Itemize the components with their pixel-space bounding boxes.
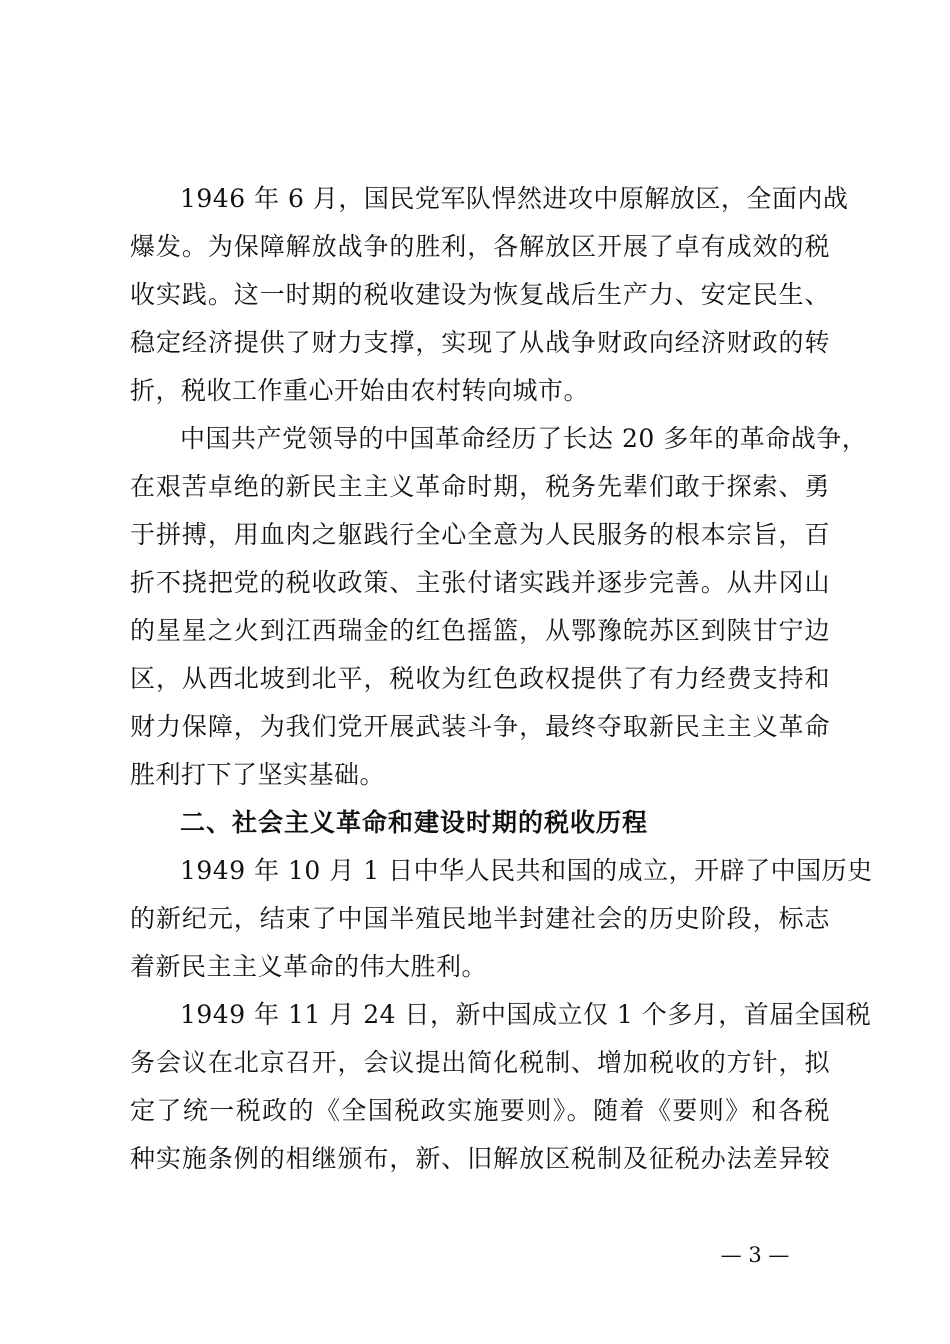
paragraph-line: 务会议在北京召开，会议提出简化税制、增加税收的方针，拟: [130, 1048, 830, 1077]
paragraph-line: 着新民主主义革命的伟大胜利。: [130, 952, 488, 981]
paragraph-line: 区，从西北坡到北平，税收为红色政权提供了有力经费支持和: [130, 664, 830, 693]
paragraph-line: 1949 年 10 月 1 日中华人民共和国的成立，开辟了中国历史: [180, 856, 873, 885]
paragraph-line: 于拼搏，用血肉之躯践行全心全意为人民服务的根本宗旨，百: [130, 520, 830, 549]
paragraph-line: 爆发。为保障解放战争的胜利，各解放区开展了卓有成效的税: [130, 232, 830, 261]
paragraph-line: 的新纪元，结束了中国半殖民地半封建社会的历史阶段，标志: [130, 904, 830, 933]
paragraph-line: 财力保障，为我们党开展武装斗争，最终夺取新民主主义革命: [130, 712, 830, 741]
paragraph-line: 胜利打下了坚实基础。: [130, 760, 386, 789]
paragraph-line: 中国共产党领导的中国革命经历了长达 20 多年的革命战争，: [180, 424, 868, 453]
paragraph-line: 收实践。这一时期的税收建设为恢复战后生产力、安定民生、: [130, 280, 830, 309]
paragraph-line: 折不挠把党的税收政策、主张付诸实践并逐步完善。从井冈山: [130, 568, 830, 597]
paragraph-line: 折，税收工作重心开始由农村转向城市。: [130, 376, 590, 405]
paragraph-line: 稳定经济提供了财力支撑，实现了从战争财政向经济财政的转: [130, 328, 830, 357]
paragraph-line: 的星星之火到江西瑞金的红色摇篮，从鄂豫皖苏区到陕甘宁边: [130, 616, 830, 645]
paragraph-line: 种实施条例的相继颁布，新、旧解放区税制及征税办法差异较: [130, 1144, 830, 1173]
paragraph-line: 定了统一税政的《全国税政实施要则》。随着《要则》和各税: [130, 1096, 830, 1125]
section-heading: 二、社会主义革命和建设时期的税收历程: [180, 808, 649, 837]
paragraph-line: 在艰苦卓绝的新民主主义革命时期，税务先辈们敢于探索、勇: [130, 472, 830, 501]
paragraph-line: 1949 年 11 月 24 日，新中国成立仅 1 个多月，首届全国税: [180, 1000, 872, 1029]
paragraph-line: 1946 年 6 月，国民党军队悍然进攻中原解放区，全面内战: [180, 184, 849, 213]
page-number: — 3 —: [720, 1243, 790, 1267]
